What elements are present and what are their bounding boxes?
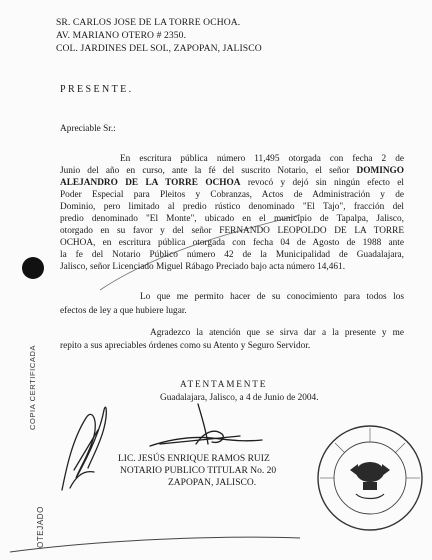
tejado-stamp: OTEJADO <box>36 506 45 548</box>
closing-place-date: Guadalajara, Jalisco, a 4 de Junio de 2004. <box>160 393 319 403</box>
presente-heading: PRESENTE. <box>60 84 134 95</box>
para3-line2: repito a sus apreciables órdenes como su Atento y Seguro Servidor. <box>60 341 311 351</box>
ink-strike <box>100 215 300 290</box>
notary-name: LIC. JESÚS ENRIQUE RAMOS RUIZ <box>118 454 270 464</box>
para2-line1: Lo que me permito hacer de su conocimiento para todos los <box>140 292 404 302</box>
para1-line7: otorgado en su favor y del señor FERNANDO LEOPOLDO DE LA TORRE <box>60 226 404 236</box>
para1-line9: la fe del Notario Público número 42 de la Municipalidad de Guadalajara, <box>60 250 404 260</box>
para2-line2: efectos de ley a que hubiere lugar. <box>60 306 187 316</box>
para1-line2-bold: DOMINGO <box>356 166 405 176</box>
addressee-name: SR. CARLOS JOSE DE LA TORRE OCHOA. <box>56 17 241 28</box>
para1-line10: Jalisco, señor Licenciado Miguel Rábago Preciado bajo acta número 14,461. <box>60 262 346 272</box>
bottom-sweep <box>10 537 300 552</box>
salutation: Apreciable Sr.: <box>60 124 116 134</box>
para1-line8: OCHOA, en escritura pública otorgada con fecha 04 de Agosto de 1988 ante <box>60 238 404 248</box>
copia-certificada-stamp: COPIA CERTIFICADA <box>28 344 37 430</box>
para1-line3-bold: ALEJANDRO DE LA TORRE OCHOA <box>60 178 241 188</box>
notary-city: ZAPOPAN, JALISCO. <box>168 478 257 488</box>
para1-line4: Poder Especial para Pleitos y Cobranzas, Actos de Administración y de <box>60 190 404 200</box>
addressee-colony: COL. JARDINES DEL SOL, ZAPOPAN, JALISCO <box>56 43 262 54</box>
para1-line1: En escritura pública número 11,495 otorgada con fecha 2 de <box>120 154 404 164</box>
addressee-street: AV. MARIANO OTERO # 2350. <box>56 30 187 41</box>
para1-line3-text: revocó y dejó sin ningún efecto el <box>247 178 404 188</box>
para1-line6: predio denominado "El Monte", ubicado en el municipio de Tapalpa, Jalisco, <box>60 214 404 224</box>
para1-line2-text: Junio del año en curso, ante la fé del suscrito Notario, el señor <box>60 166 350 176</box>
notary-title: NOTARIO PUBLICO TITULAR No. 20 <box>120 466 277 476</box>
para3-line1: Agradezco la atención que se sirva dar a la presente y me <box>150 328 404 338</box>
closing-atentamente: ATENTAMENTE <box>180 380 268 390</box>
notary-seal <box>318 426 422 530</box>
center-signature <box>150 404 262 446</box>
para1-line5: Dominio, pero limitado al predio rústico denominado "El Tajo", fracción del <box>60 202 404 212</box>
left-signature <box>62 407 106 490</box>
